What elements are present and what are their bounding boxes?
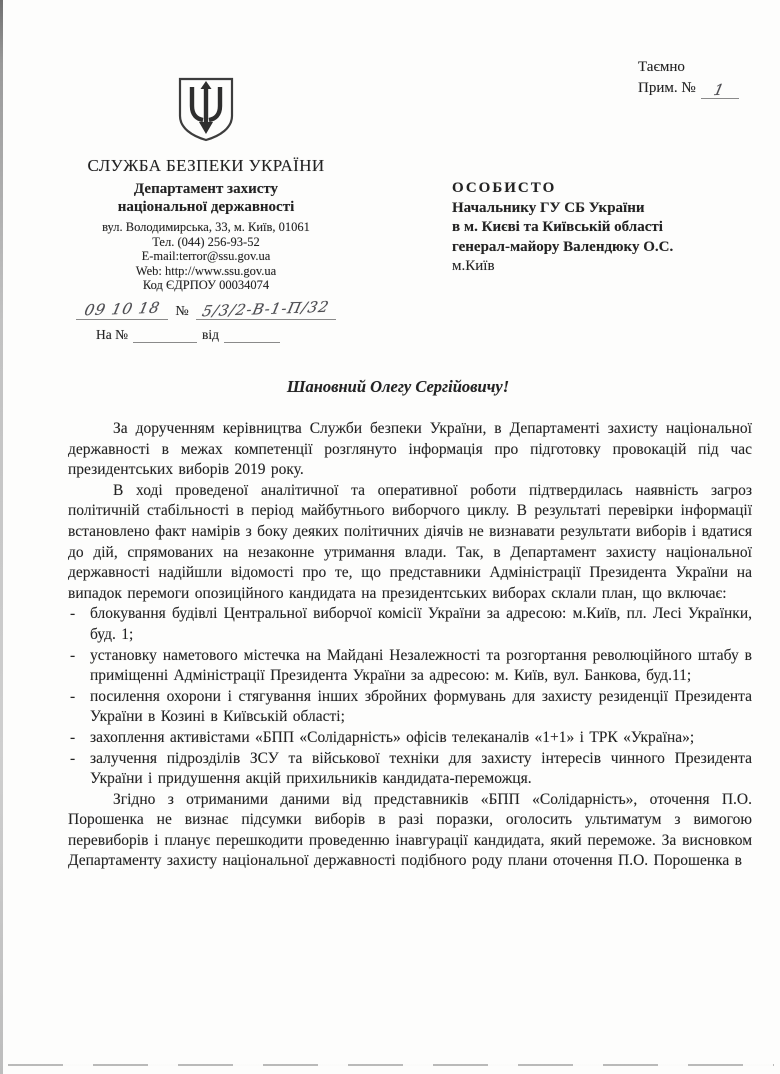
scan-edge-left [0, 0, 3, 1074]
plan-bullet-text: посилення охорони і стягування інших збройних формувань для захисту резиденції Президента України в Козині в Київській області; [90, 687, 752, 726]
plan-bullet-text: блокування будівлі Центральної виборчої комісії України за адресою: м.Київ, пл. Лесі Українки, буд. 1; [90, 605, 752, 643]
letterhead-edrpou: Код ЄДРПОУ 00034074 [142, 278, 270, 292]
plan-bullet [68, 604, 752, 645]
addressee-personally: ОСОБИСТО [452, 180, 557, 196]
incoming-ref-line [70, 327, 342, 343]
addressee-line: в м. Києві та Київській області [452, 219, 663, 235]
outgoing-number-handwritten: 5/3/2-В-1-П/32 [200, 297, 331, 320]
addressee-line: Начальнику ГУ СБ України [452, 199, 645, 216]
copy-label: Прим. № [638, 80, 696, 96]
plan-bullet [68, 749, 752, 790]
reply-from-label: від [202, 326, 219, 342]
letterhead [70, 76, 342, 343]
letterhead-address: вул. Володимирська, 33, м. Київ, 01061 [102, 220, 310, 234]
copy-number-handwritten: 1 [712, 80, 727, 100]
plan-bullet [68, 646, 752, 687]
bullet-marker: - [70, 749, 76, 767]
copy-number-line [638, 78, 739, 99]
copy-number-blank [701, 80, 739, 100]
department-name [70, 180, 342, 216]
scan-edge-bottom [8, 1064, 774, 1066]
plan-bullet-text: залучення підрозділів ЗСУ та військової техніки для захисту інтересів чинного Президента України і придушення акцій прихильників кандидата-переможця. [90, 749, 752, 788]
secrecy-stamp [638, 57, 739, 99]
body-paragraph-3: Згідно з отриманими даними від представників «БПП «Солідарність», оточення П.О. Порошенка не визнає підсумки виборів в разі поразки, оголосить ультиматум з вимогою перевиборів і планує перешкодити проведенню інавгурації кандидата, який переможе. За висновком Департаменту захисту національної державності подібного роду плани оточення П.О. Порошенка в [68, 790, 752, 870]
addressee-block [452, 179, 673, 277]
incoming-date-blank [224, 342, 280, 343]
plan-bullet [68, 687, 752, 728]
outgoing-ref-line [70, 297, 342, 320]
ukraine-trident-emblem-icon [176, 76, 236, 144]
department-line2: національної державності [117, 199, 295, 215]
number-sign: № [175, 303, 189, 319]
letter-body [68, 419, 752, 872]
bullet-marker: - [70, 687, 76, 705]
plan-bullet [68, 728, 752, 749]
letterhead-website: Web: http://www.ssu.gov.ua [135, 263, 277, 278]
letterhead-contacts [70, 220, 342, 293]
addressee-line: генерал-майору Валендюку О.С. [452, 238, 674, 255]
plan-bullet-text: захоплення активістами «БПП «Солідарність» офісів телеканалів «1+1» і ТРК «Україна»; [90, 728, 695, 746]
letterhead-phone: Тел. (044) 256-93-52 [152, 234, 260, 249]
org-name: СЛУЖБА БЕЗПЕКИ УКРАЇНИ [87, 156, 325, 175]
bullet-marker: - [70, 646, 76, 664]
outgoing-date-handwritten: 09 10 18 [82, 298, 162, 319]
secrecy-label: Таємно [638, 59, 685, 75]
salutation: Шановний Олегу Сергійовичу! [286, 377, 510, 396]
letterhead-email: E-mail:terror@ssu.gov.ua [141, 249, 271, 263]
addressee-city: м.Київ [452, 258, 495, 274]
body-paragraph-2: В ході проведеної аналітичної та оперативної роботи підтвердилась наявність загроз політичній стабільності в період майбутнього виборчого циклу. В результаті перевірки інформації встановлено факт намірів з боку деяких політичних діячів не визнавати результати виборів і вдатися до дій, спрямованих на незаконне утримання влади. Так, в Департамент захисту національної державності надійшли відомості про те, що представники Адміністрації Президента України на випадок перемоги опозиційного кандидата на президентських виборах склали план, що включає: [68, 481, 752, 602]
incoming-number-blank [133, 342, 197, 343]
bullet-marker: - [70, 728, 76, 746]
reply-to-label: На № [96, 326, 128, 342]
bullet-marker: - [70, 605, 76, 623]
department-line1: Департамент захисту [133, 181, 279, 197]
body-paragraph-1: За дорученням керівництва Служби безпеки України, в Департаменті захисту національної державності в межах компетенції розглянуто інформація про підготовку провокацій під час президентських виборів 2019 року. [68, 420, 752, 479]
plan-bullet-list [68, 604, 752, 789]
plan-bullet-text: установку наметового містечка на Майдані Незалежності та розгортання революційного штабу в приміщенні Адміністрації Президента України за адресою: м. Київ, вул. Банкова, буд.11; [90, 646, 752, 685]
